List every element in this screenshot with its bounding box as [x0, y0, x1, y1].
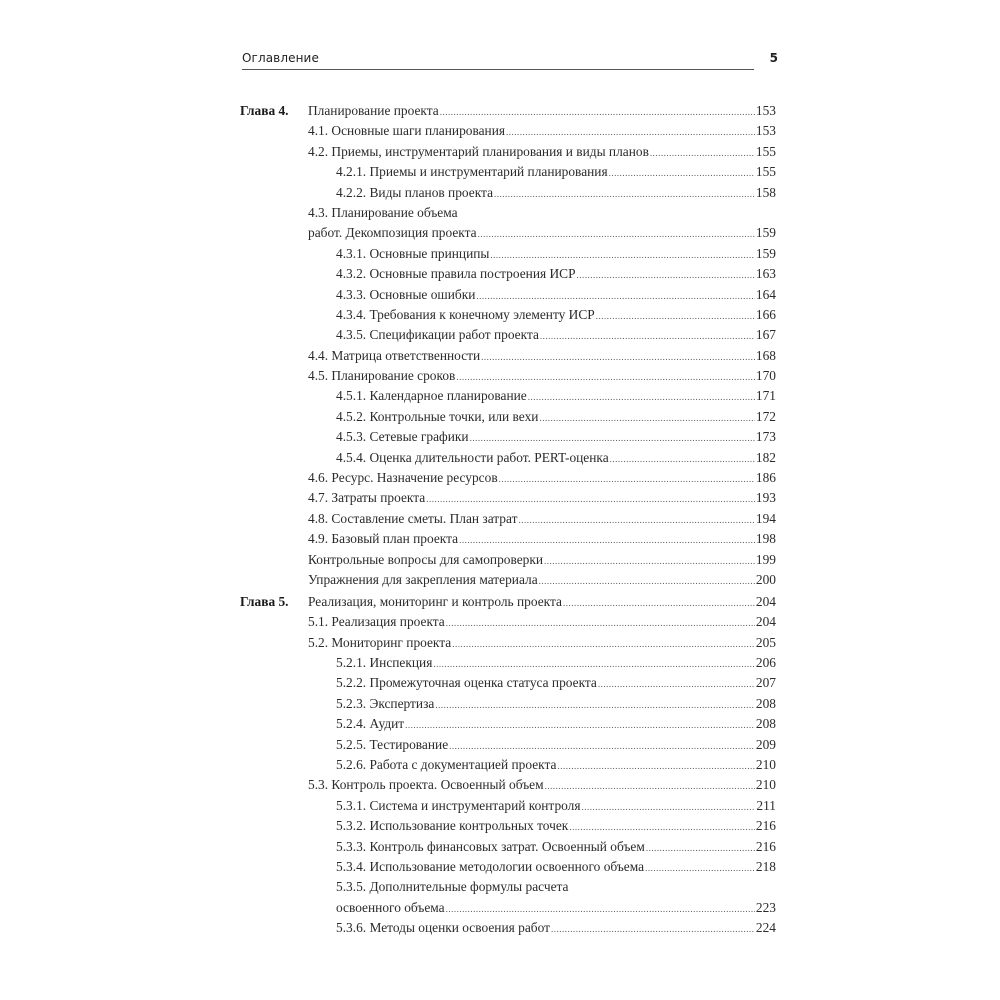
toc-entry-title: Реализация, мониторинг и контроль проекта — [308, 592, 563, 612]
toc-page-number: 204 — [755, 593, 776, 609]
toc-entry[interactable] — [240, 325, 776, 345]
toc-page-number: 155 — [755, 164, 776, 180]
toc-entry-line — [336, 857, 776, 878]
toc-entry[interactable] — [240, 898, 776, 918]
toc-page-number: 155 — [755, 143, 776, 159]
toc-entry-line — [308, 775, 776, 796]
toc-entry[interactable] — [240, 775, 776, 795]
dot-leader — [490, 245, 754, 265]
toc-page-number: 210 — [755, 757, 776, 772]
toc-entry[interactable] — [240, 694, 776, 714]
dot-leader — [569, 817, 755, 837]
toc-entry-line — [336, 694, 776, 715]
toc-entry[interactable] — [240, 735, 776, 755]
toc-entry-title: 4.2.2. Виды планов проекта — [336, 183, 494, 203]
toc-entry-line — [336, 653, 776, 674]
dot-leader — [650, 143, 755, 163]
toc-entry-line — [336, 183, 776, 204]
toc-entry-title: 5.2.5. Тестирование — [336, 735, 449, 755]
dot-leader — [645, 858, 755, 878]
toc-entry[interactable] — [240, 346, 776, 366]
chapter-label: Глава 4. — [240, 103, 289, 118]
toc-page-number: 198 — [755, 531, 776, 547]
running-head — [242, 51, 778, 71]
toc-entry-title: 4.3.2. Основные правила построения ИСР — [336, 264, 577, 284]
dot-leader — [518, 510, 754, 530]
toc-page-number: 167 — [755, 327, 776, 343]
toc-entry-title: 4.5.3. Сетевые графики — [336, 427, 470, 447]
toc-page-number: 194 — [755, 510, 776, 526]
toc-entry-line — [336, 796, 776, 817]
toc-entry[interactable] — [240, 570, 776, 590]
toc-entry-title: 5.3.2. Использование контрольных точек — [336, 816, 569, 836]
toc-entry[interactable] — [240, 142, 776, 162]
toc-entry-line — [308, 142, 776, 163]
toc-entry-title: 5.3.3. Контроль финансовых затрат. Освоенный объем — [336, 837, 646, 857]
toc-entry-title: работ. Декомпозиция проекта — [308, 223, 478, 243]
toc-entry[interactable] — [240, 162, 776, 182]
dot-leader — [478, 224, 755, 244]
toc-entry-title: 4.3.4. Требования к конечному элементу ИСР — [336, 305, 596, 325]
toc-entry-line — [336, 714, 776, 735]
toc-entry-title: 5.2.1. Инспекция — [336, 653, 433, 673]
toc-entry-title: 5.3. Контроль проекта. Освоенный объем — [308, 775, 545, 795]
dot-leader — [481, 347, 755, 367]
dot-leader — [470, 428, 755, 448]
toc-entry[interactable] — [240, 857, 776, 877]
toc-entry-title: 4.3.5. Спецификации работ проекта — [336, 325, 540, 345]
toc-page-number: 208 — [755, 695, 776, 711]
dot-leader — [539, 571, 755, 591]
toc-entry[interactable] — [240, 468, 776, 488]
toc-entry-title: 4.5.1. Календарное планирование — [336, 386, 528, 406]
page-number: 5 — [769, 51, 778, 65]
toc-entry-line — [308, 633, 776, 654]
dot-leader — [646, 838, 755, 858]
toc-entry[interactable] — [240, 285, 776, 305]
chapter-label: Глава 5. — [240, 593, 289, 609]
toc-page-number: 171 — [755, 388, 776, 404]
toc-entry-line — [308, 509, 776, 530]
toc-page-number: 170 — [755, 368, 776, 384]
toc-entry[interactable] — [240, 673, 776, 693]
toc-entry[interactable] — [240, 366, 776, 386]
dot-leader — [506, 122, 755, 142]
toc-entry-line — [308, 612, 776, 633]
toc-entry-line — [336, 427, 776, 448]
toc-entry[interactable] — [240, 488, 776, 508]
dot-leader — [528, 387, 755, 407]
toc-entry[interactable] — [240, 427, 776, 447]
toc-entry-title: 4.4. Матрица ответственности — [308, 346, 481, 366]
dot-leader — [545, 776, 755, 796]
toc-entry-line — [336, 755, 776, 776]
toc-entry[interactable] — [240, 816, 776, 836]
toc-entry-title: 4.9. Базовый план проекта — [308, 529, 459, 549]
toc-entry-line — [308, 366, 776, 387]
toc-entry-line — [336, 386, 776, 407]
dot-leader — [459, 530, 755, 550]
toc-entry-title: 5.3.1. Система и инструментарий контроля — [336, 796, 582, 816]
toc-entry[interactable] — [240, 223, 776, 243]
toc-page-number: 186 — [755, 470, 776, 486]
toc-page-number: 153 — [755, 103, 776, 118]
dot-leader — [426, 489, 755, 509]
toc-entry[interactable] — [240, 448, 776, 468]
toc-entry-title: 4.3.3. Основные ошибки — [336, 285, 476, 305]
toc-chapter-row[interactable] — [240, 592, 776, 612]
toc-entry-title: 5.1. Реализация проекта — [308, 612, 446, 632]
toc-entry[interactable] — [240, 633, 776, 653]
toc-page-number: 173 — [755, 429, 776, 445]
toc-entry[interactable] — [240, 305, 776, 325]
dot-leader — [476, 286, 755, 306]
toc-entry-line — [336, 673, 776, 694]
toc-page-number: 166 — [755, 306, 776, 322]
dot-leader — [610, 449, 755, 469]
toc-entry[interactable] — [240, 509, 776, 529]
toc-entry-title: 4.5. Планирование сроков — [308, 366, 456, 386]
toc-page-number: 158 — [755, 184, 776, 200]
dot-leader — [435, 695, 755, 715]
toc-entry-title: 4.2.1. Приемы и инструментарий планирования — [336, 162, 609, 182]
toc-entry-line — [308, 570, 776, 591]
toc-page-number: 193 — [755, 490, 776, 506]
table-of-contents — [240, 101, 776, 939]
dot-leader — [446, 613, 755, 633]
toc-entry-title: 4.2. Приемы, инструментарий планирования и виды планов — [308, 142, 650, 162]
toc-page-number: 205 — [755, 634, 776, 650]
running-head-title: Оглавление — [242, 51, 319, 65]
toc-entry[interactable] — [240, 529, 776, 549]
toc-page-number: 159 — [755, 245, 776, 261]
toc-entry-line — [336, 325, 776, 346]
dot-leader — [544, 551, 755, 571]
toc-entry-title: 4.6. Ресурс. Назначение ресурсов — [308, 468, 499, 488]
toc-page-number: 172 — [755, 408, 776, 424]
toc-entry-line — [308, 346, 776, 367]
dot-leader — [433, 654, 755, 674]
toc-entry[interactable] — [240, 714, 776, 734]
toc-entry-title-line1: 4.3. Планирование объема — [308, 204, 458, 220]
toc-entry-line — [308, 121, 776, 142]
toc-entry[interactable] — [240, 183, 776, 203]
toc-entry[interactable] — [240, 796, 776, 816]
toc-entry[interactable] — [240, 121, 776, 141]
toc-entry-title: Планирование проекта — [308, 101, 440, 121]
toc-entry-line — [336, 305, 776, 326]
dot-leader — [539, 408, 754, 428]
toc-page-number: 163 — [755, 266, 776, 282]
toc-entry[interactable] — [240, 918, 776, 938]
toc-entry[interactable] — [240, 653, 776, 673]
toc-entry-line — [336, 898, 776, 919]
dot-leader — [499, 469, 755, 489]
toc-page-number: 204 — [755, 614, 776, 630]
toc-entry-title: 4.8. Составление сметы. План затрат — [308, 509, 518, 529]
toc-entry-line — [336, 816, 776, 837]
toc-entry-title: освоенного объема — [336, 898, 446, 918]
toc-entry-line — [308, 488, 776, 509]
toc-page-number: 168 — [755, 347, 776, 363]
toc-entry-title: 5.2.4. Аудит — [336, 714, 405, 734]
header-rule — [242, 69, 754, 70]
dot-leader — [596, 306, 755, 326]
dot-leader — [449, 736, 755, 756]
toc-page-number: 223 — [755, 899, 776, 915]
toc-entry-title: 5.2.6. Работа с документацией проекта — [336, 755, 557, 775]
toc-page-number: 206 — [755, 655, 776, 671]
toc-entry-title: 4.1. Основные шаги планирования — [308, 121, 506, 141]
toc-chapter-row[interactable] — [240, 101, 776, 121]
dot-leader — [440, 102, 755, 122]
toc-entry-title: 5.3.4. Использование методологии освоенного объема — [336, 857, 645, 877]
toc-entry[interactable] — [240, 407, 776, 427]
toc-entry[interactable] — [240, 244, 776, 264]
toc-entry-title-line1: 5.3.5. Дополнительные формулы расчета — [336, 879, 569, 895]
toc-page-number: 207 — [755, 675, 776, 691]
toc-entry-line — [308, 550, 776, 571]
toc-entry-title: Упражнения для закрепления материала — [308, 570, 539, 590]
toc-page-number: 159 — [755, 225, 776, 241]
toc-entry-line — [336, 837, 776, 858]
dot-leader — [540, 326, 755, 346]
toc-page-number: 208 — [755, 716, 776, 732]
toc-page-number: 218 — [755, 858, 776, 874]
toc-entry-title: 4.5.4. Оценка длительности работ. PERT-оценка — [336, 448, 610, 468]
dot-leader — [557, 756, 754, 776]
toc-entry[interactable] — [240, 386, 776, 406]
toc-page-number: 209 — [755, 736, 776, 752]
toc-page-number: 210 — [755, 777, 776, 793]
toc-entry-line — [308, 468, 776, 489]
toc-page-number: 224 — [755, 920, 776, 936]
dot-leader — [609, 163, 755, 183]
toc-entry-line — [336, 735, 776, 756]
toc-entry[interactable] — [240, 612, 776, 632]
toc-entry-line — [308, 223, 776, 244]
toc-entry-line — [308, 101, 776, 122]
toc-entry-line — [336, 264, 776, 285]
toc-page-number: 153 — [755, 123, 776, 139]
dot-leader — [577, 265, 755, 285]
toc-entry-title: Контрольные вопросы для самопроверки — [308, 550, 544, 570]
toc-entry-line — [240, 203, 776, 223]
dot-leader — [582, 797, 756, 817]
toc-entry-line — [336, 407, 776, 428]
toc-entry-line — [308, 529, 776, 550]
toc-page-number: 216 — [755, 818, 776, 834]
dot-leader — [452, 634, 755, 654]
dot-leader — [494, 184, 755, 204]
toc-entry-title: 5.2.2. Промежуточная оценка статуса проекта — [336, 673, 598, 693]
dot-leader — [446, 899, 755, 919]
dot-leader — [456, 367, 755, 387]
toc-page-number: 182 — [755, 449, 776, 465]
dot-leader — [551, 919, 755, 939]
toc-entry-line — [336, 162, 776, 183]
dot-leader — [563, 593, 755, 613]
toc-entry-title: 4.7. Затраты проекта — [308, 488, 426, 508]
toc-entry-title: 5.3.6. Методы оценки освоения работ — [336, 918, 551, 938]
toc-entry-line — [308, 592, 776, 613]
dot-leader — [405, 715, 755, 735]
toc-entry[interactable] — [240, 264, 776, 284]
toc-entry-line — [336, 244, 776, 265]
toc-entry[interactable] — [240, 755, 776, 775]
toc-page-number: 211 — [756, 797, 776, 813]
toc-page-number: 200 — [755, 571, 776, 587]
toc-entry[interactable] — [240, 550, 776, 570]
toc-entry-line — [336, 285, 776, 306]
toc-entry-title: 4.3.1. Основные принципы — [336, 244, 490, 264]
toc-entry-title: 4.5.2. Контрольные точки, или вехи — [336, 407, 539, 427]
toc-entry[interactable] — [240, 837, 776, 857]
toc-page-number: 199 — [755, 551, 776, 567]
toc-entry-title: 5.2. Мониторинг проекта — [308, 633, 452, 653]
toc-page-number: 164 — [755, 286, 776, 302]
toc-entry-line — [336, 918, 776, 939]
toc-entry-title: 5.2.3. Экспертиза — [336, 694, 435, 714]
toc-page-number: 216 — [755, 838, 776, 854]
toc-entry-line — [240, 877, 776, 897]
dot-leader — [598, 674, 755, 694]
toc-entry-line — [336, 448, 776, 469]
